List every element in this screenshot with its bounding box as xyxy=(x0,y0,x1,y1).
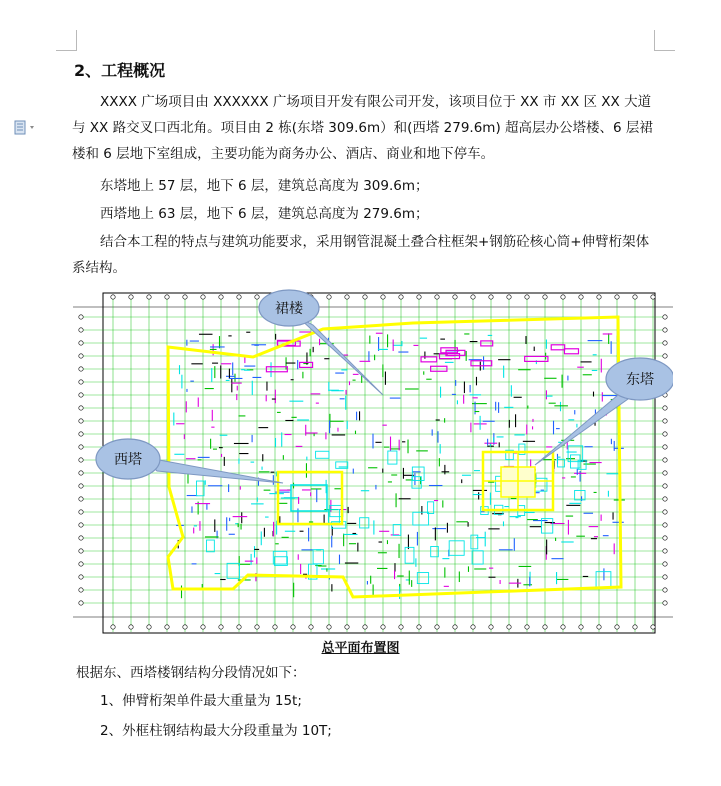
axis-bubble xyxy=(507,295,511,299)
axis-bubble xyxy=(663,510,667,514)
axis-bubble xyxy=(345,625,349,629)
axis-bubble xyxy=(597,625,601,629)
crop-mark-top-right xyxy=(654,30,675,51)
axis-bubble xyxy=(255,295,259,299)
axis-bubble xyxy=(453,625,457,629)
core-wall xyxy=(207,540,215,552)
core-wall xyxy=(413,512,429,525)
axis-bubble xyxy=(435,295,439,299)
axis-bubble xyxy=(79,575,83,579)
structural-detail xyxy=(174,332,625,599)
structure-paragraph: 结合本工程的特点与建筑功能要求，采用钢管混凝土叠合柱框架+钢筋砼核心筒+伸臂桁架体系结构。 xyxy=(72,234,650,276)
axis-bubble xyxy=(435,625,439,629)
axis-bubble xyxy=(147,625,151,629)
axis-bubble xyxy=(561,625,565,629)
axis-bubble xyxy=(489,625,493,629)
axis-bubble xyxy=(381,625,385,629)
core-wall xyxy=(273,551,286,564)
axis-bubble xyxy=(183,295,187,299)
axis-bubble xyxy=(663,601,667,605)
axis-bubble xyxy=(147,295,151,299)
axis-bubble xyxy=(129,625,133,629)
figure-caption: 总平面布置图 xyxy=(321,641,400,656)
axis-bubble xyxy=(579,295,583,299)
core-wall xyxy=(313,550,323,564)
core-wall xyxy=(412,477,421,488)
axis-bubble xyxy=(525,295,529,299)
core-wall xyxy=(227,563,239,578)
east-tower-label: 东塔 xyxy=(626,372,654,388)
axis-bubble xyxy=(79,419,83,423)
axis-bubble xyxy=(79,315,83,319)
axis-bubble xyxy=(291,625,295,629)
west-tower-line: 西塔地上 63 层，地下 6 层，建筑总高度为 279.6m； xyxy=(100,206,429,222)
axis-bubble xyxy=(79,432,83,436)
axis-bubble xyxy=(663,549,667,553)
west-tower-label: 西塔 xyxy=(114,452,142,468)
wall-segment xyxy=(551,345,564,350)
axis-bubble xyxy=(219,295,223,299)
axis-bubble xyxy=(129,295,133,299)
axis-bubble xyxy=(663,458,667,462)
east-tower-callout xyxy=(535,358,673,465)
axis-bubble xyxy=(111,295,115,299)
axis-bubble xyxy=(579,625,583,629)
axis-bubble xyxy=(237,625,241,629)
axis-bubble xyxy=(489,295,493,299)
axis-bubble xyxy=(525,625,529,629)
axis-bubble xyxy=(183,625,187,629)
axis-bubble xyxy=(165,625,169,629)
east-tower-core xyxy=(483,452,553,510)
list-item: 2、外框柱钢结构最大分段重量为 10T; xyxy=(100,723,332,739)
podium-label: 裙楼 xyxy=(275,301,303,317)
axis-bubble xyxy=(663,419,667,423)
axis-bubble xyxy=(453,295,457,299)
axis-bubble xyxy=(79,536,83,540)
intro-paragraph: XXXX 广场项目由 XXXXXX 广场项目开发有限公司开发，该项目位于 XX 市 XX 区 XX 大道与 XX 路交叉口西北角。项目由 2 栋(东塔 309.6m）和(西塔 279.6m) 超高层办公塔楼、6 层裙楼和 6 层地下室组成，主要功能为商务办公、酒店、商业和地下停车。 xyxy=(72,94,653,162)
axis-bubble xyxy=(79,380,83,384)
axis-bubble xyxy=(651,625,655,629)
west-tower-callout xyxy=(96,439,283,483)
axis-bubble xyxy=(111,625,115,629)
document-margin-icon[interactable] xyxy=(14,120,40,136)
axis-bubble xyxy=(507,625,511,629)
list-item: 1、伸臂桁架单件最大重量为 15t; xyxy=(100,693,302,709)
east-tower-line: 东塔地上 57 层，地下 6 层，建筑总高度为 309.6m； xyxy=(100,178,429,194)
core-wall xyxy=(558,459,565,467)
axis-bubble xyxy=(363,625,367,629)
axis-bubble xyxy=(79,523,83,527)
axis-bubble xyxy=(663,471,667,475)
axis-bubble xyxy=(327,295,331,299)
axis-bubble xyxy=(561,295,565,299)
axis-bubble xyxy=(309,625,313,629)
axis-bubble xyxy=(543,295,547,299)
axis-bubble xyxy=(219,625,223,629)
axis-bubble xyxy=(633,295,637,299)
axis-bubble xyxy=(399,625,403,629)
axis-bubble xyxy=(615,625,619,629)
axis-bubble xyxy=(79,367,83,371)
axis-bubble xyxy=(363,295,367,299)
axis-bubble xyxy=(79,510,83,514)
axis-bubble xyxy=(663,328,667,332)
axis-bubble xyxy=(79,341,83,345)
axis-bubble xyxy=(273,625,277,629)
axis-bubble xyxy=(79,562,83,566)
axis-bubble xyxy=(663,315,667,319)
axis-bubble xyxy=(381,295,385,299)
axis-bubble xyxy=(79,484,83,488)
axis-bubble xyxy=(663,536,667,540)
core-wall xyxy=(405,547,414,563)
section-heading: 2、工程概况 xyxy=(74,61,166,80)
axis-bubble xyxy=(663,484,667,488)
axis-bubble xyxy=(79,549,83,553)
wall-segment xyxy=(471,361,492,366)
axis-bubble xyxy=(663,406,667,410)
core-wall xyxy=(449,541,464,556)
axis-bubble xyxy=(255,625,259,629)
wall-segment xyxy=(564,349,578,354)
axis-bubble xyxy=(79,601,83,605)
axis-bubble xyxy=(471,295,475,299)
site-plan-drawing xyxy=(73,287,673,639)
axis-bubble xyxy=(327,625,331,629)
core-wall xyxy=(472,551,483,564)
core-wall xyxy=(316,451,329,458)
axis-bubble xyxy=(663,432,667,436)
axis-bubble xyxy=(663,497,667,501)
axis-bubble xyxy=(543,625,547,629)
axis-bubble xyxy=(79,393,83,397)
core-wall xyxy=(388,451,397,464)
axis-bubble xyxy=(663,562,667,566)
axis-bubble xyxy=(663,575,667,579)
core-wall xyxy=(360,518,369,528)
axis-bubble xyxy=(663,354,667,358)
axis-bubble xyxy=(651,295,655,299)
axis-bubble xyxy=(597,295,601,299)
axis-bubble xyxy=(79,497,83,501)
core-wall xyxy=(393,525,401,536)
segmentation-intro: 根据东、西塔楼钢结构分段情况如下： xyxy=(76,665,306,681)
axis-bubble xyxy=(471,625,475,629)
axis-bubble xyxy=(79,406,83,410)
axis-bubble xyxy=(615,295,619,299)
axis-bubble xyxy=(79,458,83,462)
axis-bubble xyxy=(237,295,241,299)
axis-bubble xyxy=(165,295,169,299)
axis-bubble xyxy=(79,354,83,358)
axis-bubble xyxy=(201,625,205,629)
axis-bubble xyxy=(79,445,83,449)
axis-bubble xyxy=(663,445,667,449)
axis-bubble xyxy=(79,471,83,475)
axis-bubble xyxy=(79,328,83,332)
axis-bubble xyxy=(417,295,421,299)
axis-bubble xyxy=(633,625,637,629)
axis-bubble xyxy=(399,295,403,299)
axis-bubble xyxy=(79,588,83,592)
axis-bubble xyxy=(345,295,349,299)
axis-bubble xyxy=(663,341,667,345)
crop-mark-top-left xyxy=(56,30,77,51)
wall-segment xyxy=(421,357,437,362)
axis-bubble xyxy=(663,588,667,592)
axis-bubble xyxy=(201,295,205,299)
axis-bubble xyxy=(663,523,667,527)
core-wall xyxy=(412,467,424,480)
axis-bubble xyxy=(417,625,421,629)
core-wall xyxy=(575,490,585,499)
